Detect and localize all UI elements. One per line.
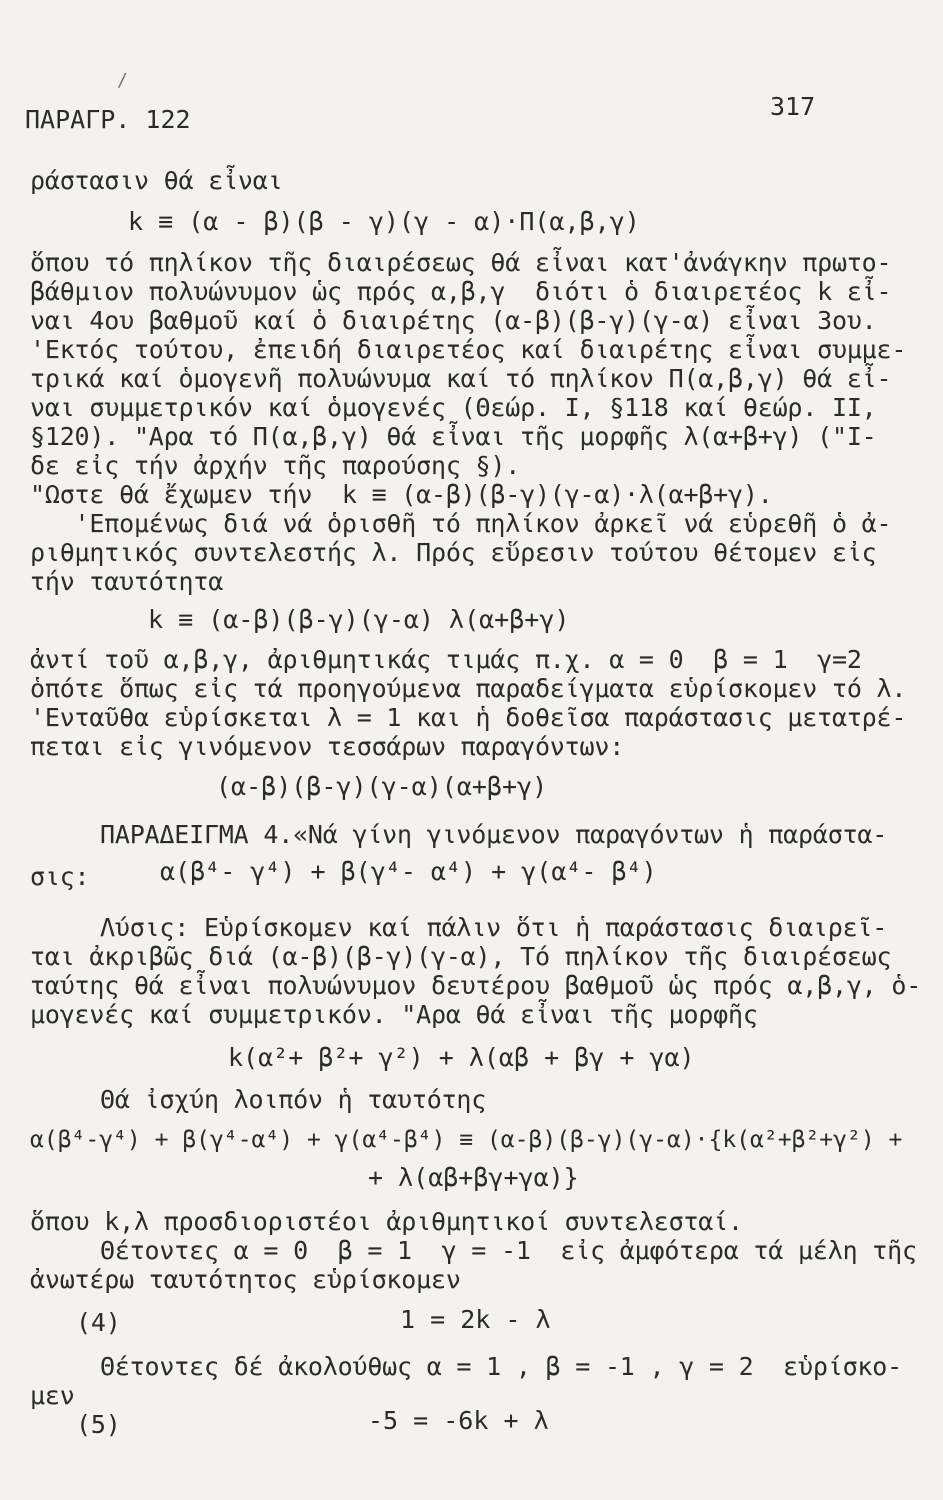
equation: k ≡ (α-β)(β-γ)(γ-α) λ(α+β+γ) xyxy=(148,605,570,634)
equation: k(α²+ β²+ γ²) + λ(αβ + βγ + γα) xyxy=(228,1043,695,1072)
text-line: ριθμητικός συντελεστής λ. Πρός εὕρεσιν τούτου θέτομεν εἰς xyxy=(30,538,877,567)
text-line: Θέτοντες δέ ἀκολούθως α = 1 , β = -1 , γ = 2 εὑρίσκο- xyxy=(100,1352,902,1381)
text-line: ἀντί τοῦ α,β,γ, ἀριθμητικάς τιμάς π.χ. α = 0 β = 1 γ=2 xyxy=(30,645,862,674)
equation-number: (4) xyxy=(76,1308,121,1337)
text-line: ὁπότε ὅπως εἰς τά προηγούμενα παραδείγματα εὑρίσκομεν τό λ. xyxy=(30,674,907,703)
text-line: τήν ταυτότητα xyxy=(30,567,224,596)
text-line: δε εἰς τήν ἀρχήν τῆς παρούσης §). xyxy=(30,451,521,480)
text-line: Θέτοντες α = 0 β = 1 γ = -1 εἰς ἀμφότερα τά μέλη τῆς xyxy=(100,1236,917,1265)
equation: 1 = 2k - λ xyxy=(400,1305,551,1334)
text-line: βάθμιον πολυώνυμον ὡς πρός α,β,γ διότι ὁ διαιρετέος k εἶ- xyxy=(30,277,892,306)
text-line: Θά ἰσχύη λοιπόν ἡ ταυτότης xyxy=(100,1085,487,1114)
text-line: 'Εκτός τούτου, ἐπειδή διαιρετέος καί διαιρέτης εἶναι συμμε- xyxy=(30,335,907,364)
text-line: μογενές καί συμμετρικόν. "Αρα θά εἶναι τῆς μορφῆς xyxy=(30,1000,758,1029)
text-line: "Ωστε θά ἔχωμεν τήν k ≡ (α-β)(β-γ)(γ-α)·λ(α+β+γ). xyxy=(30,480,773,509)
equation: -5 = -6k + λ xyxy=(368,1406,549,1435)
text-line: πεται εἰς γινόμενον τεσσάρων παραγόντων: xyxy=(30,732,625,761)
text-line: Λύσις: Εὑρίσκομεν καί πάλιν ὅτι ἡ παράστασις διαιρεῖ- xyxy=(100,913,888,942)
text-line: ὅπου k,λ προσδιοριστέοι ἀριθμητικοί συντελεσταί. xyxy=(30,1207,743,1236)
text-line: ράστασιν θά εἶναι xyxy=(30,166,283,195)
text-line: μεν xyxy=(30,1381,75,1410)
text-line: τρικά καί ὁμογενῆ πολυώνυμα καί τό πηλίκον Π(α,β,γ) θά εἶ- xyxy=(30,364,892,393)
page-number: 317 xyxy=(770,92,816,121)
text-line: ναι 4ου βαθμοῦ καί ὁ διαιρέτης (α-β)(β-γ)(γ-α) εἶναι 3ου. xyxy=(30,306,877,335)
text-line: ταύτης θά εἶναι πολυώνυμον δευτέρου βαθμοῦ ὡς πρός α,β,γ, ὁ- xyxy=(30,971,922,1000)
text-line: ὅπου τό πηλίκον τῆς διαιρέσεως θά εἶναι κατ'ἀνάγκην πρωτο- xyxy=(30,248,892,277)
equation: α(β⁴- γ⁴) + β(γ⁴- α⁴) + γ(α⁴- β⁴) xyxy=(160,857,657,886)
text-line: ναι συμμετρικόν καί ὁμογενές (Θεώρ. I, §118 καί θεώρ. II, xyxy=(30,393,877,422)
identity-equation: α(β⁴-γ⁴) + β(γ⁴-α⁴) + γ(α⁴-β⁴) ≡ (α-β)(β-γ)(γ-α)·{k(α²+β²+γ²) + xyxy=(30,1127,903,1153)
equation: (α-β)(β-γ)(γ-α)(α+β+γ) xyxy=(216,772,548,801)
text-line: §120). "Αρα τό Π(α,β,γ) θά εἶναι τῆς μορφῆς λ(α+β+γ) ("I- xyxy=(30,422,877,451)
text-line: σις: xyxy=(30,862,90,891)
example-heading: ΠΑΡΑΔΕΙΓΜΑ 4.«Νά γίνη γινόμενον παραγόντων ἡ παράστα- xyxy=(100,820,888,849)
identity-equation-continued: + λ(αβ+βγ+γα)} xyxy=(368,1163,579,1192)
equation: k ≡ (α - β)(β - γ)(γ - α)·Π(α,β,γ) xyxy=(128,207,640,236)
section-header: ΠΑΡΑΓΡ. 122 xyxy=(25,105,191,134)
margin-mark: / xyxy=(117,70,128,91)
text-line: ἀνωτέρω ταυτότητος εὑρίσκομεν xyxy=(30,1265,461,1294)
text-line: 'Ενταῦθα εὑρίσκεται λ = 1 και ἡ δοθεῖσα παράστασις μετατρέ- xyxy=(30,703,907,732)
text-line: ται ἀκριβῶς διά (α-β)(β-γ)(γ-α), Τό πηλίκον τῆς διαιρέσεως xyxy=(30,942,892,971)
text-line: 'Επομένως διά νά ὁρισθῆ τό πηλίκον ἀρκεῖ νά εὑρεθῆ ὁ ἀ- xyxy=(30,509,892,538)
equation-number: (5) xyxy=(76,1410,121,1439)
